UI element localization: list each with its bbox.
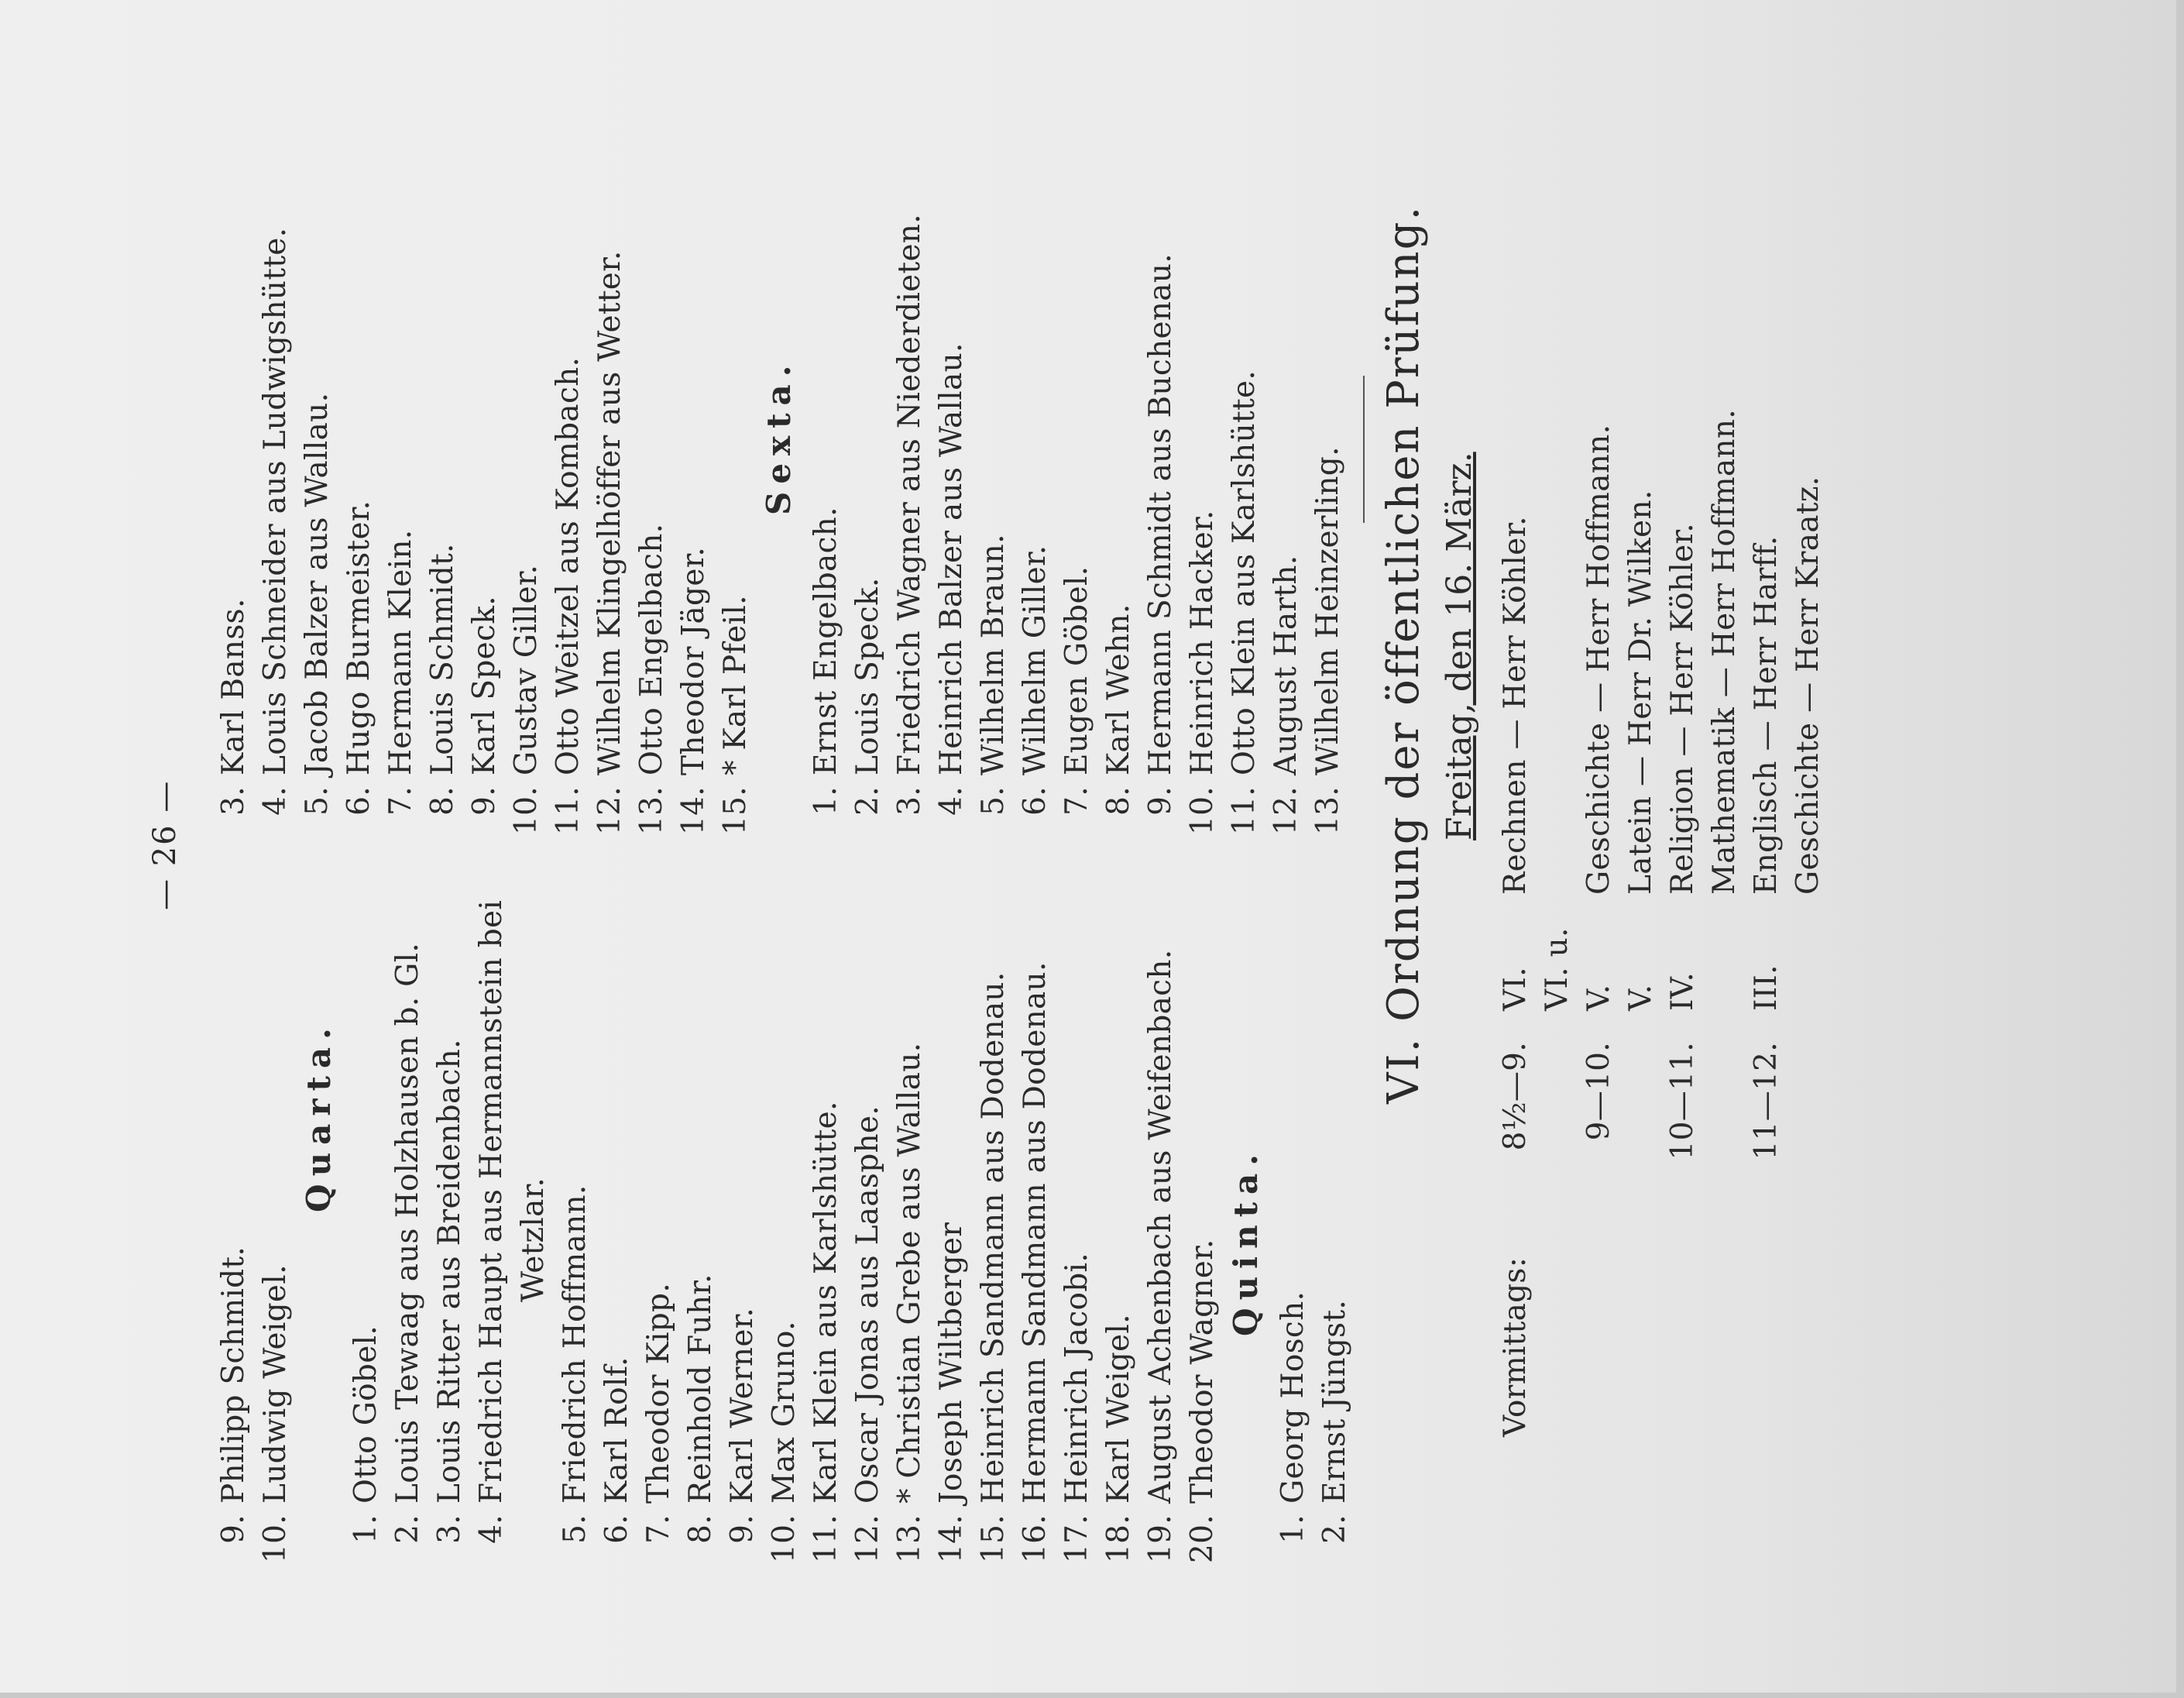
item-text: Wilhelm Klingelhöffer aus Wetter. <box>592 250 627 775</box>
item-text: Wilhelm Heinzerling. <box>1310 446 1345 775</box>
item-text: Karl Werner. <box>725 1307 760 1504</box>
item-number: 7. <box>641 1514 676 1544</box>
item-number: 7. <box>1059 786 1094 816</box>
list-item <box>596 900 638 1569</box>
item-number: 5. <box>558 1514 592 1544</box>
schedule-subject: Rechnen — Herr Köhler. <box>1498 516 1533 895</box>
sexta-heading: Sexta. <box>760 357 798 515</box>
schedule-subject: Religion — Herr Köhler. <box>1665 523 1700 895</box>
item-text: Wilhelm Giller. <box>1018 545 1053 775</box>
schedule-time: 9—10. <box>1581 1042 1616 1141</box>
quarta-heading: Quarta. <box>300 1020 338 1212</box>
left-top-list <box>213 900 297 1569</box>
exam-schedule <box>1495 205 1829 1437</box>
item-number: 10. <box>767 1514 802 1563</box>
list-item <box>213 214 255 840</box>
exam-title: VI. Ordnung der öffentlichen Prüfung. <box>1379 205 1429 1104</box>
list-item <box>847 214 889 840</box>
item-number: 12. <box>850 1514 885 1563</box>
list-item <box>631 214 673 840</box>
list-item <box>387 900 429 1569</box>
schedule-row <box>1746 205 1787 1174</box>
schedule-time: 11—12. <box>1749 1042 1784 1160</box>
item-number: 6. <box>1018 786 1053 816</box>
item-number: 19. <box>1143 1514 1178 1563</box>
list-item <box>1224 214 1265 840</box>
item-text: Hugo Burmeister. <box>342 500 376 775</box>
item-number: 6. <box>599 1514 634 1544</box>
item-text: Theodor Jäger. <box>676 546 711 775</box>
item-number: 5. <box>300 786 335 816</box>
list-item <box>1015 214 1056 840</box>
item-number: 3. <box>432 1514 467 1544</box>
list-item <box>973 900 1015 1569</box>
item-text: Karl Banss. <box>216 598 251 775</box>
item-number: 9. <box>725 1514 760 1544</box>
item-text: August Harth. <box>1269 555 1303 775</box>
item-number: 2. <box>390 1514 425 1544</box>
list-item <box>589 214 631 840</box>
item-number: 8. <box>1101 786 1136 816</box>
schedule-row <box>1787 205 1829 1174</box>
list-item <box>1056 214 1098 840</box>
item-number: 4. <box>474 1514 509 1544</box>
item-text: Karl Rolf. <box>599 1356 634 1504</box>
item-text: Hermann Sandmann aus Dodenau. <box>1018 961 1053 1504</box>
schedule-subject: Englisch — Herr Harff. <box>1749 535 1784 895</box>
item-text: Karl Weigel. <box>1101 1314 1136 1504</box>
item-number: 4. <box>258 786 293 816</box>
schedule-subject: Mathematik — Herr Hoffmann. <box>1707 409 1742 895</box>
item-text: Hermann Klein. <box>383 529 418 775</box>
item-text: Karl Wehn. <box>1101 603 1136 775</box>
list-item <box>1140 214 1182 840</box>
item-text: Friedrich Haupt aus Hermannstein bei <box>474 899 509 1504</box>
page-number: — 26 — <box>147 779 183 910</box>
list-item <box>764 900 805 1569</box>
item-text: * Christian Grebe aus Wallau. <box>892 1042 927 1504</box>
item-text: Heinrich Sandmann aus Dodenau. <box>976 971 1011 1504</box>
quinta-heading: Quinta. <box>1227 1146 1265 1336</box>
item-text: Heinrich Jacobi. <box>1059 1253 1094 1504</box>
list-item <box>889 900 931 1569</box>
list-item <box>1272 900 1314 1569</box>
item-number: 9. <box>467 786 502 816</box>
list-item <box>889 214 931 840</box>
item-number: 18. <box>1101 1514 1136 1563</box>
item-number: 7. <box>383 786 418 816</box>
item-number: 2. <box>1317 1514 1352 1544</box>
exam-date: Freitag, den 16. März. <box>1440 452 1479 840</box>
list-item <box>338 214 380 840</box>
item-number: 10. <box>258 1514 293 1563</box>
item-text: Heinrich Hacker. <box>1185 510 1220 775</box>
item-text: Otto Klein aus Karlshütte. <box>1227 370 1262 775</box>
schedule-row <box>1537 205 1620 1174</box>
item-text: Ernst Engelbach. <box>809 507 843 775</box>
schedule-row <box>1620 205 1662 1174</box>
list-item <box>1307 214 1349 840</box>
item-text: Friedrich Hoffmann. <box>558 1184 592 1504</box>
item-text: Ludwig Weigel. <box>258 1264 293 1504</box>
quarta-list <box>345 900 1224 1569</box>
item-text: Otto Engelbach. <box>634 523 669 775</box>
item-text: Friedrich Wagner aus Niederdieten. <box>892 214 927 775</box>
item-number: 14. <box>934 1514 969 1563</box>
item-text: Hermann Schmidt aus Buchenau. <box>1143 253 1178 775</box>
list-item <box>673 214 715 840</box>
right-column-list <box>213 214 1349 840</box>
right-top-list <box>213 214 757 840</box>
item-number: 16. <box>1018 1514 1053 1563</box>
item-text: Max Gruno. <box>767 1321 802 1504</box>
list-item <box>555 900 596 1569</box>
list-item <box>1098 214 1140 840</box>
item-number: 13. <box>1310 786 1345 835</box>
list-item <box>805 900 847 1569</box>
schedule-time: 10—11. <box>1665 1042 1700 1160</box>
list-item <box>715 214 757 840</box>
schedule-row <box>1495 205 1537 1174</box>
vormittags-label: Vormittags: <box>1498 1256 1533 1437</box>
item-text: * Karl Pfeil. <box>718 595 753 775</box>
item-number: 20. <box>1185 1514 1220 1563</box>
exam-rows <box>1495 205 1829 1174</box>
item-text: Heinrich Balzer aus Wallau. <box>934 342 969 775</box>
list-item <box>1140 900 1182 1569</box>
item-number: 1. <box>1276 1514 1310 1544</box>
item-text: Otto Göbel. <box>349 1325 383 1504</box>
item-text: Louis Ritter aus Breidenbach. <box>432 1039 467 1504</box>
schedule-class: V. <box>1623 984 1658 1011</box>
item-number: 11. <box>551 786 585 835</box>
item-number: 13. <box>634 786 669 835</box>
list-item <box>1056 900 1098 1569</box>
item-number: 8. <box>683 1514 718 1544</box>
item-number: 15. <box>976 1514 1011 1563</box>
list-item <box>429 900 471 1569</box>
item-text: Reinhold Fuhr. <box>683 1274 718 1504</box>
item-number: 9. <box>1143 786 1178 816</box>
item-text: Louis Tewaag aus Holzhausen b. Gl. <box>390 942 425 1504</box>
quinta-list <box>1272 900 1356 1569</box>
list-item <box>213 900 255 1569</box>
item-number: 11. <box>809 1514 843 1563</box>
schedule-subject: Latein — Herr Dr. Wilken. <box>1623 490 1658 895</box>
item-text: Philipp Schmidt. <box>216 1246 251 1504</box>
item-number: 1. <box>349 1514 383 1544</box>
list-item <box>297 214 338 840</box>
list-item <box>471 900 513 1569</box>
item-number: 6. <box>342 786 376 816</box>
schedule-row <box>1704 205 1746 1174</box>
item-number: 3. <box>892 786 927 816</box>
item-text: Eugen Göbel. <box>1059 565 1094 775</box>
item-number: 2. <box>850 786 885 816</box>
list-item <box>931 214 973 840</box>
list-item <box>548 214 589 840</box>
item-text: Wilhelm Braun. <box>976 534 1011 775</box>
item-text: Theodor Wagner. <box>1185 1239 1220 1504</box>
item-text: Louis Schneider aus Ludwigshütte. <box>258 227 293 775</box>
item-text: Louis Speck. <box>850 577 885 775</box>
item-number: 10. <box>1185 786 1220 835</box>
item-text: Otto Weitzel aus Kombach. <box>551 356 585 775</box>
item-text: Wetzlar. <box>516 1177 551 1302</box>
list-item <box>680 900 722 1569</box>
list-item <box>464 214 506 840</box>
item-number: 10. <box>509 786 544 835</box>
item-text: Karl Speck. <box>467 596 502 775</box>
item-number: 12. <box>1269 786 1303 835</box>
item-text: Gustav Giller. <box>509 564 544 775</box>
schedule-class: IV. <box>1665 971 1700 1011</box>
schedule-subject: Geschichte — Herr Kraatz. <box>1791 476 1825 895</box>
item-number: 13. <box>892 1514 927 1563</box>
item-text: Karl Klein aus Karlshütte. <box>809 1101 843 1504</box>
list-item <box>805 214 847 840</box>
item-number: 11. <box>1227 786 1262 835</box>
exam-section <box>1379 205 1829 1437</box>
section-divider <box>1363 376 1365 523</box>
schedule-class: VI. u. V. <box>1540 927 1616 1011</box>
item-text: Oscar Jonas aus Laasphe. <box>850 1105 885 1504</box>
list-item <box>380 214 422 840</box>
schedule-row <box>1662 205 1704 1174</box>
list-item <box>422 214 464 840</box>
item-text: Louis Schmidt. <box>425 543 460 775</box>
list-item <box>1182 214 1224 840</box>
list-item <box>506 214 548 840</box>
item-number: 5. <box>976 786 1011 816</box>
item-text: Georg Hosch. <box>1276 1291 1310 1504</box>
item-number: 15. <box>718 786 753 835</box>
list-item <box>973 214 1015 840</box>
list-item <box>513 900 555 1569</box>
list-item <box>345 900 387 1569</box>
list-item <box>722 900 764 1569</box>
item-number: 14. <box>676 786 711 835</box>
item-number: 9. <box>216 1514 251 1544</box>
list-item <box>931 900 973 1569</box>
list-item <box>1098 900 1140 1569</box>
schedule-class: VI. <box>1498 967 1533 1011</box>
list-item <box>847 900 889 1569</box>
item-text: August Achenbach aus Weifenbach. <box>1143 949 1178 1504</box>
item-text: Jacob Balzer aus Wallau. <box>300 392 335 775</box>
item-text: Ernst Jüngst. <box>1317 1299 1352 1504</box>
list-item <box>255 214 297 840</box>
list-item <box>1182 900 1224 1569</box>
schedule-subject: Geschichte — Herr Hoffmann. <box>1581 424 1616 895</box>
item-number: 12. <box>592 786 627 835</box>
list-item <box>1314 900 1356 1569</box>
list-item <box>1015 900 1056 1569</box>
item-number: 17. <box>1059 1514 1094 1563</box>
list-item <box>1265 214 1307 840</box>
sexta-list <box>805 214 1349 840</box>
list-item <box>255 900 297 1569</box>
item-number: 8. <box>425 786 460 816</box>
item-text: Joseph Wiltberger <box>934 1222 969 1504</box>
schedule-class: III. <box>1749 964 1784 1011</box>
left-column <box>213 900 1356 1569</box>
item-text: Theodor Kipp. <box>641 1282 676 1504</box>
item-number: 3. <box>216 786 251 816</box>
schedule-time: 8½—9. <box>1498 1042 1533 1151</box>
item-number: 1. <box>809 786 843 816</box>
item-number: 4. <box>934 786 969 816</box>
list-item <box>638 900 680 1569</box>
